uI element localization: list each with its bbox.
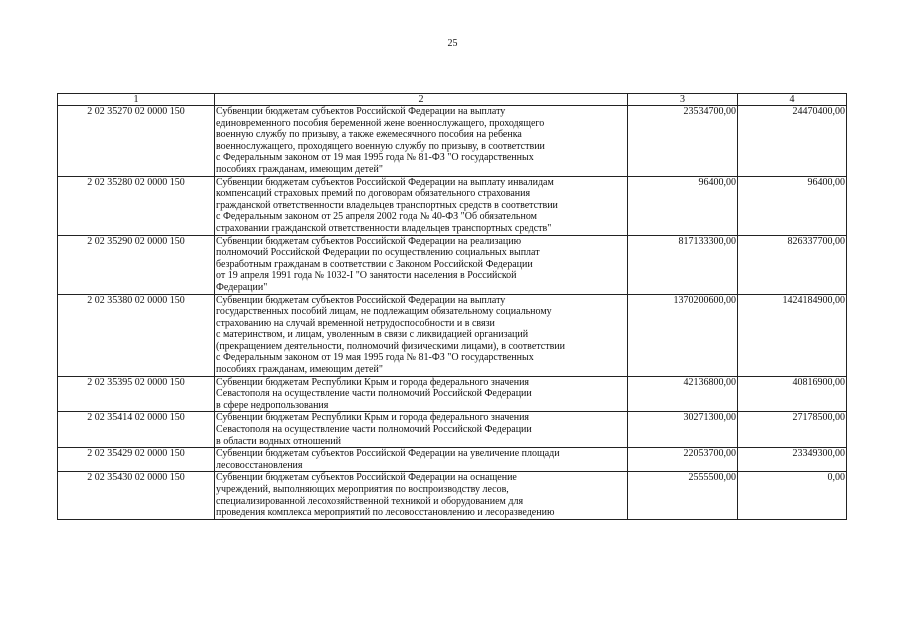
- row-code: 2 02 35430 02 0000 150: [58, 472, 215, 519]
- row-name-line: Субвенции бюджетам субъектов Российской Федерации на оснащение: [216, 472, 517, 484]
- row-name-line: пособиях гражданам, имеющим детей": [216, 364, 383, 376]
- budget-table: [57, 93, 847, 520]
- row-name-line: страхованию на случай временной нетрудоспособности и в связи: [216, 317, 495, 329]
- table-row: [58, 294, 847, 376]
- row-name: [215, 294, 628, 376]
- row-value-1: 23534700,00: [628, 106, 738, 177]
- row-value-1: 2555500,00: [628, 472, 738, 519]
- row-value-1: 817133300,00: [628, 235, 738, 294]
- row-name: [215, 448, 628, 472]
- row-value-1: 22053700,00: [628, 448, 738, 472]
- row-value-2: 23349300,00: [738, 448, 847, 472]
- row-name-line: специализированной лесохозяйственной техникой и оборудованием для: [216, 495, 524, 507]
- row-name-line: государственных пособий лицам, не подлежащим обязательному социальному: [216, 306, 552, 318]
- row-name-line: в сфере недропользования: [216, 399, 329, 411]
- table-row: [58, 235, 847, 294]
- row-name-line: Субвенции бюджетам субъектов Российской Федерации на выплату: [216, 106, 506, 117]
- row-name-line: военную службу по призыву, а также ежемесячного пособия на ребенка: [216, 129, 522, 141]
- row-name-line: лесовосстановления: [216, 459, 303, 471]
- row-name: [215, 412, 628, 448]
- row-name-line: с Федеральным законом от 19 мая 1995 года № 81-ФЗ "О государственных: [216, 352, 534, 364]
- row-name-line: с Федеральным законом от 19 мая 1995 года № 81-ФЗ "О государственных: [216, 152, 534, 164]
- row-name-line: проведения комплекса мероприятий по лесовосстановлению и лесоразведению: [216, 507, 555, 519]
- table-row: [58, 176, 847, 235]
- row-value-2: 40816900,00: [738, 376, 847, 412]
- row-name-line: гражданской ответственности владельцев транспортных средств в соответствии: [216, 199, 558, 211]
- row-name-line: пособиях гражданам, имеющим детей": [216, 163, 383, 175]
- row-name-line: единовременного пособия беременной жене военнослужащего, проходящего: [216, 117, 545, 129]
- row-name-line: (прекращением деятельности, полномочий физическими лицами), в соответствии: [216, 340, 565, 352]
- row-name-line: Субвенции бюджетам Республики Крым и города федерального значения: [216, 412, 530, 424]
- row-code: 2 02 35270 02 0000 150: [58, 106, 215, 177]
- row-name: [215, 106, 628, 177]
- row-value-2: 1424184900,00: [738, 294, 847, 376]
- row-name-line: Субвенции бюджетам субъектов Российской Федерации на реализацию: [216, 235, 522, 247]
- table-row: [58, 412, 847, 448]
- header-value-1: 3: [628, 94, 738, 106]
- row-code: 2 02 35395 02 0000 150: [58, 376, 215, 412]
- header-code: 1: [58, 94, 215, 106]
- row-name-line: в области водных отношений: [216, 435, 341, 447]
- row-value-1: 96400,00: [628, 176, 738, 235]
- row-name: [215, 176, 628, 235]
- header-value-2: 4: [738, 94, 847, 106]
- row-name-line: с материнством, и лицам, уволенным в связи с ликвидацией организаций: [216, 329, 529, 341]
- row-value-1: 30271300,00: [628, 412, 738, 448]
- header-name: 2: [215, 94, 628, 106]
- table-row: [58, 472, 847, 519]
- row-value-1: 1370200600,00: [628, 294, 738, 376]
- row-name-line: Севастополя на осуществление части полномочий Российской Федерации: [216, 424, 532, 436]
- row-code: 2 02 35414 02 0000 150: [58, 412, 215, 448]
- row-value-2: 826337700,00: [738, 235, 847, 294]
- row-name-line: Федерации": [216, 281, 268, 293]
- row-value-2: 24470400,00: [738, 106, 847, 177]
- row-name-line: Субвенции бюджетам субъектов Российской Федерации на увеличение площади: [216, 448, 560, 460]
- row-code: 2 02 35380 02 0000 150: [58, 294, 215, 376]
- row-name-line: полномочий Российской Федерации по осуществлению социальных выплат: [216, 247, 540, 259]
- row-name-line: Субвенции бюджетам субъектов Российской Федерации на выплату инвалидам: [216, 176, 554, 188]
- row-code: 2 02 35429 02 0000 150: [58, 448, 215, 472]
- row-name-line: Севастополя на осуществление части полномочий Российской Федерации: [216, 388, 532, 400]
- row-name-line: с Федеральным законом от 25 апреля 2002 года № 40-ФЗ "Об обязательном: [216, 211, 537, 223]
- header-row: [58, 94, 847, 106]
- row-name-line: Субвенции бюджетам Республики Крым и города федерального значения: [216, 376, 530, 388]
- row-value-2: 0,00: [738, 472, 847, 519]
- row-name: [215, 472, 628, 519]
- row-code: 2 02 35280 02 0000 150: [58, 176, 215, 235]
- row-name-line: компенсаций страховых премий по договорам обязательного страхования: [216, 188, 531, 200]
- row-name-line: безработным гражданам в соответствии с Законом Российской Федерации: [216, 258, 533, 270]
- row-code: 2 02 35290 02 0000 150: [58, 235, 215, 294]
- row-name-line: Субвенции бюджетам субъектов Российской Федерации на выплату: [216, 294, 506, 306]
- row-value-2: 27178500,00: [738, 412, 847, 448]
- page-number: 25: [447, 38, 458, 49]
- table-row: [58, 106, 847, 177]
- row-value-2: 96400,00: [738, 176, 847, 235]
- row-name-line: страховании гражданской ответственности владельцев транспортных средств": [216, 222, 552, 234]
- row-name: [215, 235, 628, 294]
- row-name-line: учреждений, выполняющих мероприятия по воспроизводству лесов,: [216, 484, 509, 495]
- table-row: [58, 448, 847, 472]
- row-value-1: 42136800,00: [628, 376, 738, 412]
- row-name-line: от 19 апреля 1991 года № 1032-I "О занятости населения в Российской: [216, 270, 517, 282]
- row-name: [215, 376, 628, 412]
- table-row: [58, 376, 847, 412]
- row-name-line: военнослужащего, проходящего военную службу по призыву, в соответствии: [216, 140, 545, 152]
